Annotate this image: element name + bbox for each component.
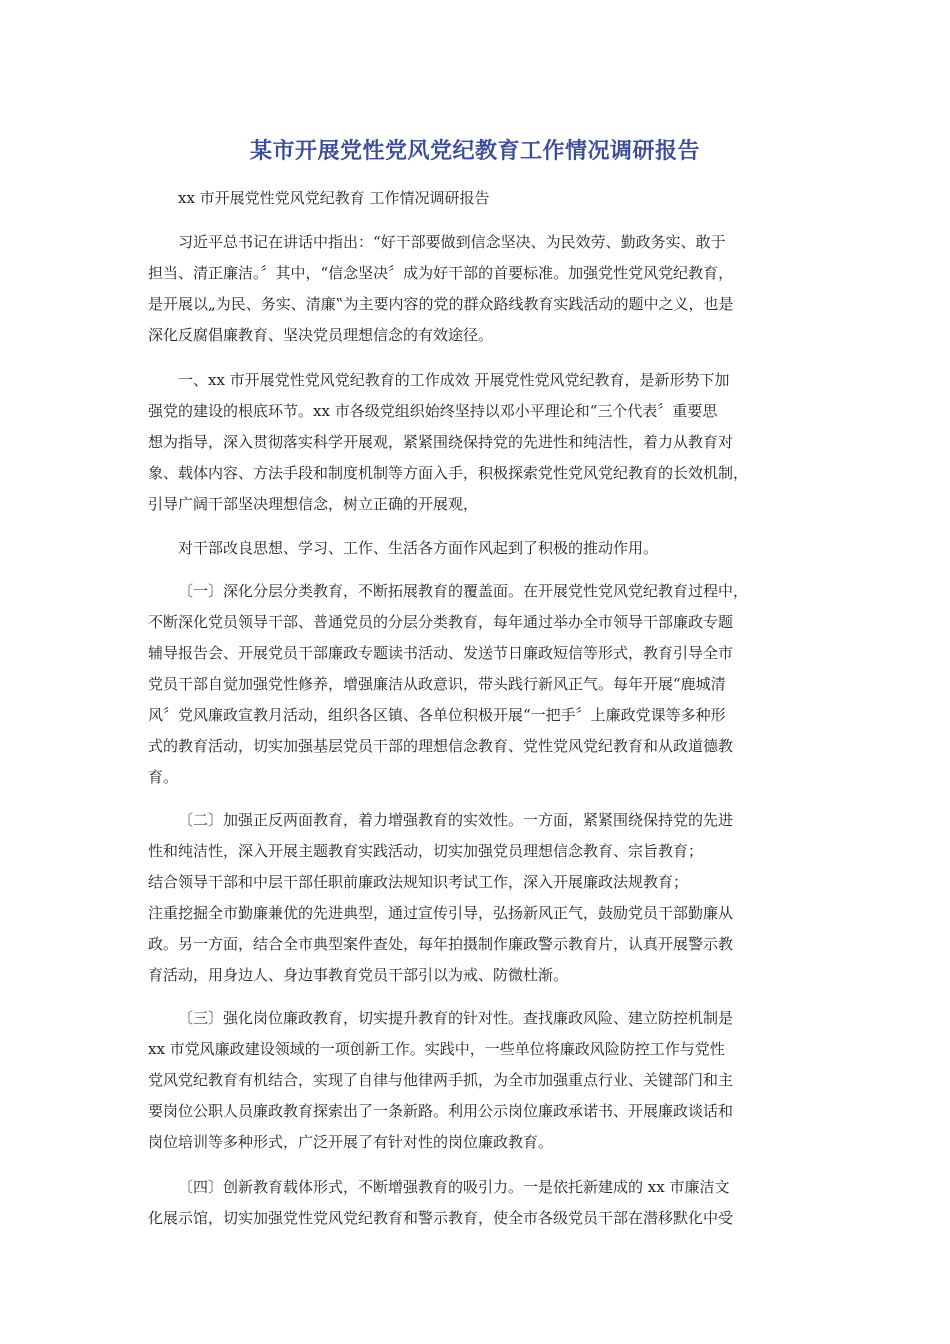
paragraph-line: 化展示馆，切实加强党性党风党纪教育和警示教育，使全市各级党员干部在潜移默化中受 [148, 1209, 734, 1227]
paragraph-line: 育。 [148, 768, 179, 786]
document-subtitle: xx 市开展党性党风党纪教育 工作情况调研报告 [178, 189, 490, 207]
paragraph-item-one [148, 576, 804, 793]
paragraph-line: 〔四〕创新教育载体形式，不断增强教育的吸引力。一是依托新建成的 xx 市廉洁文 [178, 1178, 730, 1196]
paragraph-line: 〔一〕深化分层分类教育，不断拓展教育的覆盖面。在开展党性党风党纪教育过程中， [178, 582, 749, 600]
paragraph-line: 一、xx 市开展党性党风党纪教育的工作成效 开展党性党风党纪教育，是新形势下加 [178, 371, 730, 389]
paragraph-line: 引导广阔干部坚决理想信念，树立正确的开展观， [148, 495, 479, 513]
paragraph-line: 〔二〕加强正反两面教育，着力增强教育的实效性。一方面，紧紧围绕保持党的先进 [178, 811, 734, 829]
paragraph-line: 担当、清正廉洁。〞其中，“信念坚决〞成为好干部的首要标准。加强党性党风党纪教育， [148, 264, 734, 282]
paragraph-line: 岗位培训等多种形式，广泛开展了有针对性的岗位廉政教育。 [148, 1133, 554, 1151]
paragraph-line: 对干部改良思想、学习、工作、生活各方面作风起到了积极的推动作用。 [178, 539, 659, 557]
paragraph-item-two [148, 805, 804, 991]
paragraph-line: 是开展以„为民、务实、清廉‟为主要内容的党的群众路线教育实践活动的题中之义，也是 [148, 295, 734, 313]
paragraph-effect [148, 533, 804, 564]
paragraph-line: 不断深化党员领导干部、普通党员的分层分类教育，每年通过举办全市领导干部廉政专题 [148, 613, 734, 631]
paragraph-line: 风〞党风廉政宣教月活动，组织各区镇、各单位积极开展“一把手〞上廉政党课等多种形 [148, 706, 726, 724]
paragraph-section-one [148, 365, 804, 520]
paragraph-item-three [148, 1003, 804, 1158]
paragraph-line: 强党的建设的根底环节。xx 市各级党组织始终坚持以邓小平理论和“三个代表〞重要思 [148, 402, 718, 420]
paragraph-line: 习近平总书记在讲话中指出：“好干部要做到信念坚决、为民效劳、勤政务实、敢于 [178, 233, 726, 251]
paragraph-line: 注重挖掘全市勤廉兼优的先进典型，通过宣传引导，弘扬新风正气，鼓励党员干部勤廉从 [148, 904, 734, 922]
paragraph-line: 政。另一方面，结合全市典型案件查处，每年拍摄制作廉政警示教育片，认真开展警示教 [148, 935, 734, 953]
paragraph-line: 性和纯洁性，深入开展主题教育实践活动，切实加强党员理想信念教育、宗旨教育； [148, 842, 704, 860]
paragraph-line: 想为指导，深入贯彻落实科学开展观，紧紧围绕保持党的先进性和纯洁性，着力从教育对 [148, 433, 734, 451]
paragraph-line: 结合领导干部和中层干部任职前廉政法规知识考试工作，深入开展廉政法规教育； [148, 873, 689, 891]
paragraph-line: 党员干部自觉加强党性修养，增强廉洁从政意识，带头践行新风正气。每年开展“鹿城清 [148, 675, 726, 693]
paragraph-line: 式的教育活动，切实加强基层党员干部的理想信念教育、党性党风党纪教育和从政道德教 [148, 737, 734, 755]
paragraph-line: 辅导报告会、开展党员干部廉政专题读书活动、发送节日廉政短信等形式，教育引导全市 [148, 644, 734, 662]
paragraph-line: 党风党纪教育有机结合，实现了自律与他律两手抓，为全市加强重点行业、关键部门和主 [148, 1071, 734, 1089]
paragraph-line: 象、载体内容、方法手段和制度机制等方面入手，积极探索党性党风党纪教育的长效机制， [148, 464, 749, 482]
paragraph-line: xx 市党风廉政建设领域的一项创新工作。实践中，一些单位将廉政风险防控工作与党性 [148, 1040, 725, 1058]
paragraph-line: 〔三〕强化岗位廉政教育，切实提升教育的针对性。查找廉政风险、建立防控机制是 [178, 1009, 734, 1027]
document-title: 某市开展党性党风党纪教育工作情况调研报告 [249, 139, 700, 164]
paragraph-intro [148, 227, 804, 351]
paragraph-item-four [148, 1172, 804, 1234]
paragraph-line: 育活动，用身边人、身边事教育党员干部引以为戒、防微杜渐。 [148, 966, 569, 984]
paragraph-line: 要岗位公职人员廉政教育探索出了一条新路。利用公示岗位廉政承诺书、开展廉政谈话和 [148, 1102, 734, 1120]
paragraph-line: 深化反腐倡廉教育、坚决党员理想信念的有效途径。 [148, 326, 494, 344]
